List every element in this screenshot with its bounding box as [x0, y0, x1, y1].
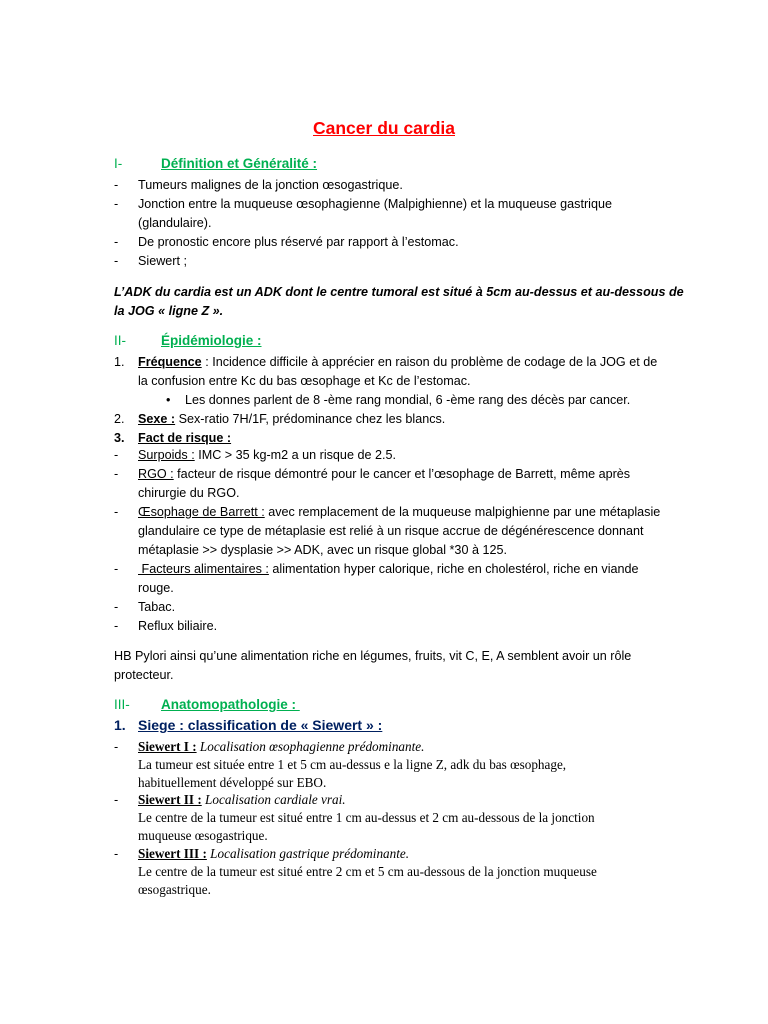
- list-number: 3.: [114, 431, 125, 445]
- list-item-continuation: Le centre de la tumeur est situé entre 2 cm et 5 cm au-dessous de la jonction muqueuse: [138, 864, 597, 879]
- paragraph: protecteur.: [114, 668, 174, 682]
- list-marker: -: [114, 197, 119, 211]
- list-marker: -: [114, 600, 119, 614]
- item-text: Localisation gastrique prédominante.: [206, 846, 410, 861]
- list-item-continuation: rouge.: [138, 581, 174, 595]
- item-text: : Incidence difficile à apprécier en raison du problème de codage de la JOG et de: [201, 355, 658, 369]
- item-text: Localisation cardiale vrai.: [201, 792, 346, 807]
- item-label: Œsophage de Barrett :: [138, 505, 265, 519]
- section-3-title: Anatomopathologie :: [161, 697, 300, 712]
- item-label: Surpoids :: [138, 448, 195, 462]
- list-item-continuation: Le centre de la tumeur est situé entre 1 cm au-dessus et 2 cm au-dessous de la jonction: [138, 810, 595, 825]
- list-item-continuation: glandulaire ce type de métaplasie est relié à un risque accrue de dégénérescence donnant: [138, 524, 644, 538]
- list-item: [138, 503, 660, 522]
- list-marker: -: [114, 740, 119, 754]
- list-item: Tumeurs malignes de la jonction œsogastrique.: [138, 178, 403, 192]
- list-item-continuation: habituellement développé sur EBO.: [138, 775, 327, 790]
- list-marker: -: [114, 235, 119, 249]
- list-marker: -: [114, 467, 119, 481]
- list-item: Jonction entre la muqueuse œsophagienne (Malpighienne) et la muqueuse gastrique: [138, 197, 612, 211]
- list-marker: -: [114, 448, 119, 462]
- definition-note: L’ADK du cardia est un ADK dont le centre tumoral est situé à 5cm au-dessus et au-dessous de: [114, 285, 684, 299]
- list-marker: -: [114, 178, 119, 192]
- item-text: alimentation hyper calorique, riche en cholestérol, riche en viande: [268, 562, 639, 576]
- section-2-title: Épidémiologie :: [161, 333, 262, 348]
- item-label: Siewert III :: [138, 846, 207, 861]
- list-item-continuation: La tumeur est située entre 1 et 5 cm au-dessus e la ligne Z, adk du bas œsophage,: [138, 757, 567, 772]
- item-text: facteur de risque démontré pour le cancer et l’œsophage de Barrett, même après: [173, 467, 631, 481]
- document-title: Cancer du cardia: [313, 118, 455, 138]
- item-text: IMC > 35 kg-m2 a un risque de 2.5.: [194, 448, 396, 462]
- item-label: Facteurs alimentaires :: [138, 562, 269, 576]
- list-item: De pronostic encore plus réservé par rapport à l’estomac.: [138, 235, 459, 249]
- item-text: Localisation œsophagienne prédominante.: [196, 739, 425, 754]
- section-1-title: Définition et Généralité :: [161, 156, 318, 171]
- list-item-continuation: (glandulaire).: [138, 216, 212, 230]
- item-label: RGO :: [138, 467, 174, 481]
- list-marker: -: [114, 847, 119, 861]
- list-item: [138, 560, 639, 579]
- definition-note: la JOG « ligne Z ».: [114, 304, 224, 318]
- sub-bullet-marker: •: [166, 393, 171, 407]
- list-item: [138, 410, 445, 429]
- item-text: Sex-ratio 7H/1F, prédominance chez les blancs.: [175, 412, 446, 426]
- list-item: [138, 738, 424, 756]
- item-label: Siewert II :: [138, 792, 202, 807]
- list-marker: -: [114, 793, 119, 807]
- list-item-continuation: la confusion entre Kc du bas œsophage et Kc de l’estomac.: [138, 374, 471, 388]
- list-item: [138, 465, 630, 484]
- list-item-continuation: métaplasie >> dysplasie >> ADK, avec un risque global *30 à 125.: [138, 543, 507, 557]
- list-marker: -: [114, 562, 119, 576]
- list-item: Siewert ;: [138, 254, 187, 268]
- paragraph: HB Pylori ainsi qu’une alimentation riche en légumes, fruits, vit C, E, A semblent avoir un rôle: [114, 649, 632, 663]
- list-item-continuation: œsogastrique.: [138, 882, 211, 897]
- list-marker: -: [114, 505, 119, 519]
- list-item-heading: Fact de risque :: [138, 431, 232, 445]
- list-number: 2.: [114, 412, 125, 426]
- section-3-number: III-: [114, 697, 130, 712]
- list-item: [138, 446, 396, 465]
- list-number: 1.: [114, 355, 125, 369]
- section-2-number: II-: [114, 333, 126, 348]
- list-item-continuation: muqueuse œsogastrique.: [138, 828, 268, 843]
- list-item: Tabac.: [138, 600, 176, 614]
- item-label: Siewert I :: [138, 739, 197, 754]
- list-item: [138, 353, 657, 372]
- list-marker: -: [114, 619, 119, 633]
- subsection-number: 1.: [114, 717, 126, 733]
- item-label: Sexe :: [138, 412, 176, 426]
- subsection-title: Siege : classification de « Siewert » :: [138, 717, 383, 733]
- list-item: [138, 791, 346, 809]
- list-item-continuation: chirurgie du RGO.: [138, 486, 240, 500]
- section-1-number: I-: [114, 156, 123, 171]
- list-marker: -: [114, 254, 119, 268]
- item-text: avec remplacement de la muqueuse malpighienne par une métaplasie: [264, 505, 661, 519]
- sub-bullet-item: Les donnes parlent de 8 -ème rang mondial, 6 -ème rang des décès par cancer.: [185, 393, 631, 407]
- item-label: Fréquence: [138, 355, 202, 369]
- list-item: [138, 845, 409, 863]
- list-item: Reflux biliaire.: [138, 619, 218, 633]
